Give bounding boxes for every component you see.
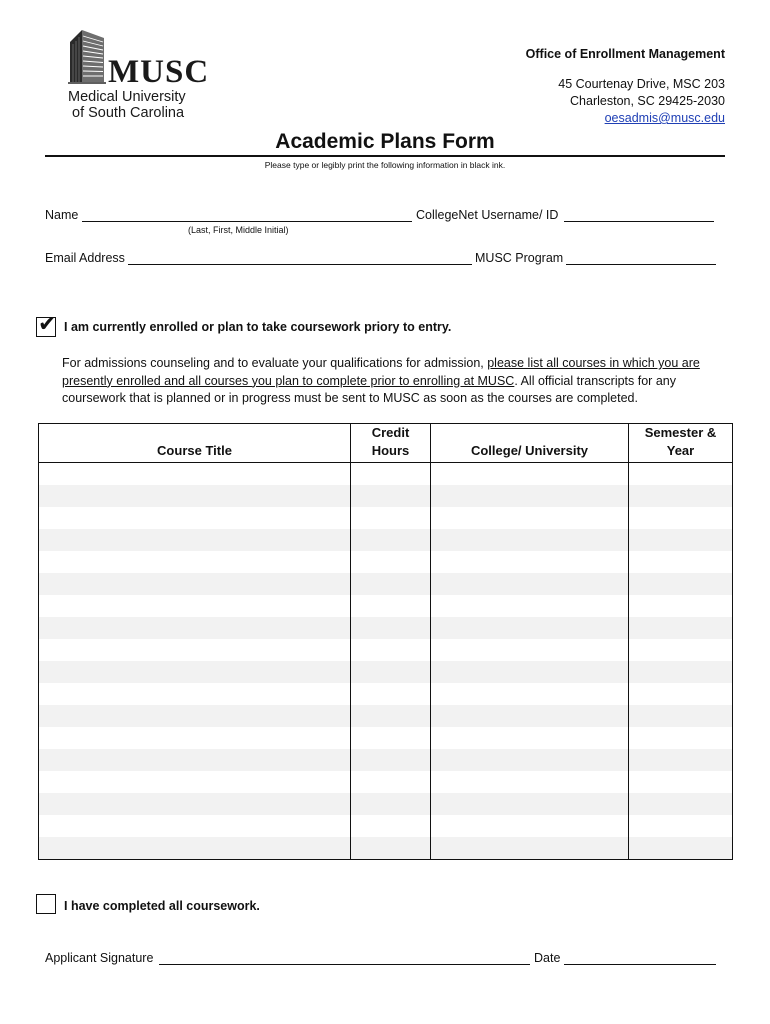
semester-year-cell[interactable] [629, 463, 733, 486]
course-title-cell[interactable] [39, 617, 351, 639]
college-university-cell[interactable] [431, 705, 629, 727]
course-title-cell[interactable] [39, 793, 351, 815]
semester-year-cell[interactable] [629, 485, 733, 507]
musc-logo [64, 28, 214, 124]
credit-hours-cell[interactable] [351, 815, 431, 837]
column-header-hours-text: Hours [371, 443, 410, 458]
column-header-college-text: College/ University [470, 443, 589, 458]
college-university-cell[interactable] [431, 683, 629, 705]
college-university-cell[interactable] [431, 463, 629, 486]
course-table-header [39, 424, 733, 463]
credit-hours-cell[interactable] [351, 727, 431, 749]
logo-university-name-line2: of South Carolina [72, 105, 185, 121]
college-university-cell[interactable] [431, 617, 629, 639]
course-title-cell[interactable] [39, 771, 351, 793]
course-row [39, 661, 733, 683]
college-university-cell[interactable] [431, 749, 629, 771]
college-university-cell[interactable] [431, 507, 629, 529]
college-university-cell[interactable] [431, 595, 629, 617]
office-contact-block [526, 46, 725, 127]
instructions-text-1: For admissions counseling and to evaluate your qualifications for admission, [62, 356, 488, 370]
credit-hours-cell[interactable] [351, 837, 431, 860]
name-field[interactable] [82, 221, 412, 222]
semester-year-cell[interactable] [629, 793, 733, 815]
credit-hours-cell[interactable] [351, 683, 431, 705]
column-header-year-text: Year [666, 443, 695, 458]
form-title: Academic Plans Form [275, 130, 495, 153]
name-label: Name [45, 208, 79, 222]
course-title-cell[interactable] [39, 529, 351, 551]
signature-label: Applicant Signature [45, 951, 154, 965]
completed-checkbox[interactable] [36, 894, 56, 914]
college-university-cell[interactable] [431, 727, 629, 749]
credit-hours-cell[interactable] [351, 793, 431, 815]
logo-wordmark: MUSC [108, 54, 210, 90]
semester-year-cell[interactable] [629, 815, 733, 837]
course-title-cell[interactable] [39, 463, 351, 486]
column-header-college-university [431, 424, 629, 463]
college-university-cell[interactable] [431, 837, 629, 860]
semester-year-cell[interactable] [629, 507, 733, 529]
logo-university-name-line1: Medical University [68, 89, 186, 105]
column-header-semester-year [629, 424, 733, 463]
credit-hours-cell[interactable] [351, 463, 431, 486]
semester-year-cell[interactable] [629, 617, 733, 639]
course-row [39, 507, 733, 529]
course-table-body [39, 463, 733, 860]
semester-year-cell[interactable] [629, 573, 733, 595]
semester-year-cell[interactable] [629, 727, 733, 749]
course-row [39, 837, 733, 860]
course-title-cell[interactable] [39, 815, 351, 837]
column-header-semester-text: Semester & [644, 425, 717, 440]
credit-hours-cell[interactable] [351, 749, 431, 771]
office-address-line2: Charleston, SC 29425-2030 [570, 94, 725, 108]
column-header-course-title-text: Course Title [157, 443, 232, 458]
course-row [39, 727, 733, 749]
instructions-paragraph [62, 355, 732, 408]
course-title-cell[interactable] [39, 683, 351, 705]
date-field[interactable] [564, 964, 716, 965]
collegenet-label: CollegeNet Username/ ID [416, 208, 559, 222]
course-title-cell[interactable] [39, 485, 351, 507]
enrolled-checkbox[interactable] [36, 311, 57, 337]
course-title-cell[interactable] [39, 661, 351, 683]
course-title-cell[interactable] [39, 507, 351, 529]
college-university-cell[interactable] [431, 793, 629, 815]
semester-year-cell[interactable] [629, 595, 733, 617]
course-title-cell[interactable] [39, 595, 351, 617]
checkmark-icon: ✔ [38, 311, 57, 336]
credit-hours-cell[interactable] [351, 771, 431, 793]
college-university-cell[interactable] [431, 485, 629, 507]
course-row [39, 815, 733, 837]
form-subtitle: Please type or legibly print the following information in black ink. [264, 160, 506, 170]
credit-hours-cell[interactable] [351, 661, 431, 683]
course-row [39, 639, 733, 661]
column-header-course-title [39, 424, 351, 463]
semester-year-cell[interactable] [629, 749, 733, 771]
course-row [39, 683, 733, 705]
credit-hours-cell[interactable] [351, 595, 431, 617]
course-row [39, 463, 733, 486]
credit-hours-cell[interactable] [351, 529, 431, 551]
enrolled-checkbox-label: I am currently enrolled or plan to take coursework priory to entry. [64, 320, 452, 334]
office-email-link[interactable]: oesadmis@musc.edu [604, 111, 725, 125]
course-row [39, 617, 733, 639]
credit-hours-cell[interactable] [351, 485, 431, 507]
course-title-cell[interactable] [39, 727, 351, 749]
semester-year-cell[interactable] [629, 771, 733, 793]
semester-year-cell[interactable] [629, 529, 733, 551]
college-university-cell[interactable] [431, 573, 629, 595]
program-field[interactable] [566, 264, 716, 265]
date-label: Date [534, 951, 561, 965]
credit-hours-cell[interactable] [351, 705, 431, 727]
credit-hours-cell[interactable] [351, 507, 431, 529]
course-row [39, 485, 733, 507]
office-title: Office of Enrollment Management [525, 47, 725, 61]
course-row [39, 705, 733, 727]
course-row [39, 551, 733, 573]
semester-year-cell[interactable] [629, 683, 733, 705]
completed-checkbox-label: I have completed all coursework. [64, 899, 260, 913]
instructions-underlined-text: please list all courses in which you are presently enrolled and all courses you plan to complete prior to enrolling at MUSC [62, 356, 700, 388]
college-university-cell[interactable] [431, 661, 629, 683]
title-rule [45, 155, 725, 157]
email-label: Email Address [45, 251, 125, 265]
semester-year-cell[interactable] [629, 551, 733, 573]
college-university-cell[interactable] [431, 771, 629, 793]
credit-hours-cell[interactable] [351, 639, 431, 661]
course-row [39, 595, 733, 617]
course-title-cell[interactable] [39, 573, 351, 595]
college-university-cell[interactable] [431, 815, 629, 837]
column-header-credit-hours [351, 424, 431, 463]
program-label: MUSC Program [475, 251, 564, 265]
column-header-credit-text: Credit [371, 425, 410, 440]
semester-year-cell[interactable] [629, 661, 733, 683]
instructions-text-2: . All official transcripts for any coursework that is planned or in progress must be sent to MUSC as soon as the courses are completed. [62, 373, 676, 405]
credit-hours-cell[interactable] [351, 573, 431, 595]
credit-hours-cell[interactable] [351, 551, 431, 573]
course-title-cell[interactable] [39, 705, 351, 727]
credit-hours-cell[interactable] [351, 617, 431, 639]
musc-building-icon [64, 28, 110, 86]
semester-year-cell[interactable] [629, 705, 733, 727]
name-hint: (Last, First, Middle Initial) [188, 225, 289, 235]
course-row [39, 771, 733, 793]
course-row [39, 793, 733, 815]
course-title-cell[interactable] [39, 837, 351, 860]
course-title-cell[interactable] [39, 639, 351, 661]
course-row [39, 529, 733, 551]
course-table [38, 423, 733, 860]
college-university-cell[interactable] [431, 551, 629, 573]
course-row [39, 749, 733, 771]
course-row [39, 573, 733, 595]
signature-field[interactable] [159, 964, 530, 965]
course-title-cell[interactable] [39, 551, 351, 573]
college-university-cell[interactable] [431, 639, 629, 661]
semester-year-cell[interactable] [629, 639, 733, 661]
collegenet-field[interactable] [564, 221, 714, 222]
college-university-cell[interactable] [431, 529, 629, 551]
email-field[interactable] [128, 264, 472, 265]
office-address-line1: 45 Courtenay Drive, MSC 203 [558, 77, 725, 91]
semester-year-cell[interactable] [629, 837, 733, 860]
course-title-cell[interactable] [39, 749, 351, 771]
